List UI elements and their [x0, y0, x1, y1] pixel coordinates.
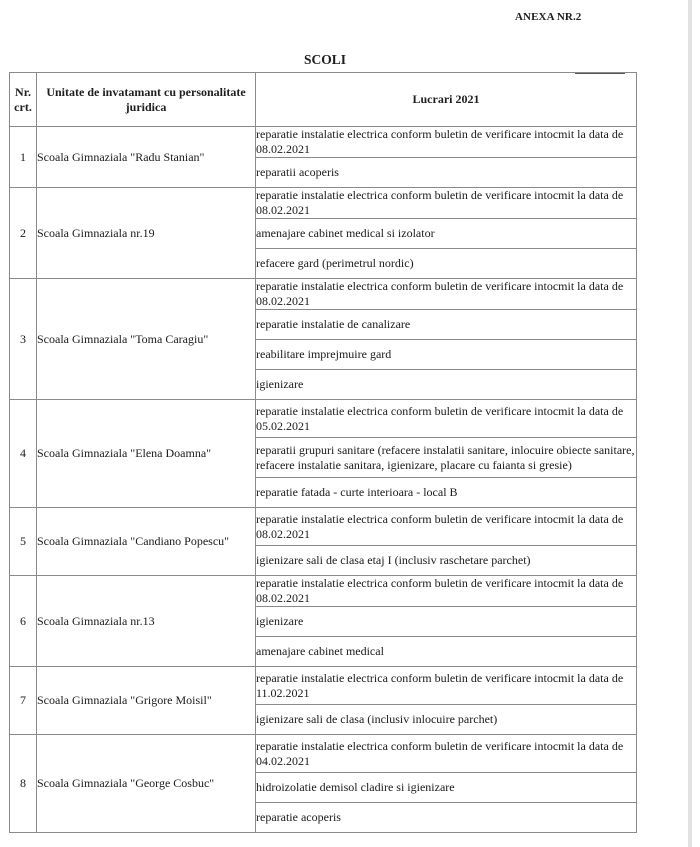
- work-item: reparatii acoperis: [256, 158, 637, 188]
- table-row: [10, 576, 637, 607]
- school-name: Scoala Gimnaziala "Candiano Popescu": [37, 508, 256, 576]
- document-title: SCOLI: [304, 52, 347, 67]
- work-item: reparatie instalatie electrica conform buletin de verificare intocmit la data de 08.02.2021: [256, 279, 637, 310]
- table-row: [10, 188, 637, 219]
- school-name: Scoala Gimnaziala nr.13: [37, 576, 256, 667]
- work-item: igienizare sali de clasa etaj I (inclusiv raschetare parchet): [256, 546, 637, 576]
- school-works-table: [9, 72, 637, 833]
- work-item: reparatie instalatie electrica conform buletin de verificare intocmit la data de 08.02.2021: [256, 188, 637, 219]
- row-number: 5: [10, 508, 37, 576]
- school-name: Scoala Gimnaziala nr.19: [37, 188, 256, 279]
- table-row: [10, 508, 637, 546]
- work-item: igienizare: [256, 370, 637, 400]
- work-item: igienizare: [256, 607, 637, 637]
- work-item: reparatie fatada - curte interioara - local B: [256, 478, 637, 508]
- table-row: [10, 667, 637, 705]
- row-number: 4: [10, 400, 37, 508]
- work-item: hidroizolatie demisol cladire si igienizare: [256, 773, 637, 803]
- work-item: reparatii grupuri sanitare (refacere instalatii sanitare, inlocuire obiecte sanitare, refacere instalatie sanitara, igienizare, placare cu faianta si gresie): [256, 438, 637, 478]
- work-item: reparatie instalatie electrica conform buletin de verificare intocmit la data de 08.02.2021: [256, 127, 637, 158]
- work-item: reparatie instalatie electrica conform buletin de verificare intocmit la data de 08.02.2021: [256, 508, 637, 546]
- page-edge: [688, 0, 692, 847]
- table-row: [10, 127, 637, 158]
- row-number: 7: [10, 667, 37, 735]
- row-number: 3: [10, 279, 37, 400]
- work-item: reparatie acoperis: [256, 803, 637, 833]
- table-row: [10, 279, 637, 310]
- work-item: refacere gard (perimetrul nordic): [256, 249, 637, 279]
- school-name: Scoala Gimnaziala "Grigore Moisil": [37, 667, 256, 735]
- work-item: igienizare sali de clasa (inclusiv inlocuire parchet): [256, 705, 637, 735]
- school-name: Scoala Gimnaziala "Radu Stanian": [37, 127, 256, 188]
- table-row: [10, 735, 637, 773]
- row-number: 8: [10, 735, 37, 833]
- work-item: reparatie instalatie electrica conform buletin de verificare intocmit la data de 05.02.2021: [256, 400, 637, 438]
- work-item: reabilitare imprejmuire gard: [256, 340, 637, 370]
- school-name: Scoala Gimnaziala "Toma Caragiu": [37, 279, 256, 400]
- work-item: reparatie instalatie electrica conform buletin de verificare intocmit la data de 04.02.2021: [256, 735, 637, 773]
- work-item: amenajare cabinet medical si izolator: [256, 219, 637, 249]
- header-nr: Nr. crt.: [10, 73, 37, 127]
- header-unit: Unitate de invatamant cu personalitate juridica: [37, 73, 256, 127]
- table-row: [10, 400, 637, 438]
- school-name: Scoala Gimnaziala "Elena Doamna": [37, 400, 256, 508]
- work-item: reparatie instalatie electrica conform buletin de verificare intocmit la data de 11.02.2021: [256, 667, 637, 705]
- work-item: reparatie instalatie de canalizare: [256, 310, 637, 340]
- row-number: 6: [10, 576, 37, 667]
- row-number: 2: [10, 188, 37, 279]
- header-works: Lucrari 2021: [256, 73, 637, 127]
- school-name: Scoala Gimnaziala "George Cosbuc": [37, 735, 256, 833]
- work-item: reparatie instalatie electrica conform buletin de verificare intocmit la data de 08.02.2021: [256, 576, 637, 607]
- work-item: amenajare cabinet medical: [256, 637, 637, 667]
- annex-label: ANEXA NR.2: [515, 11, 582, 23]
- table-body: [10, 127, 637, 833]
- table-header-row: [10, 73, 637, 127]
- row-number: 1: [10, 127, 37, 188]
